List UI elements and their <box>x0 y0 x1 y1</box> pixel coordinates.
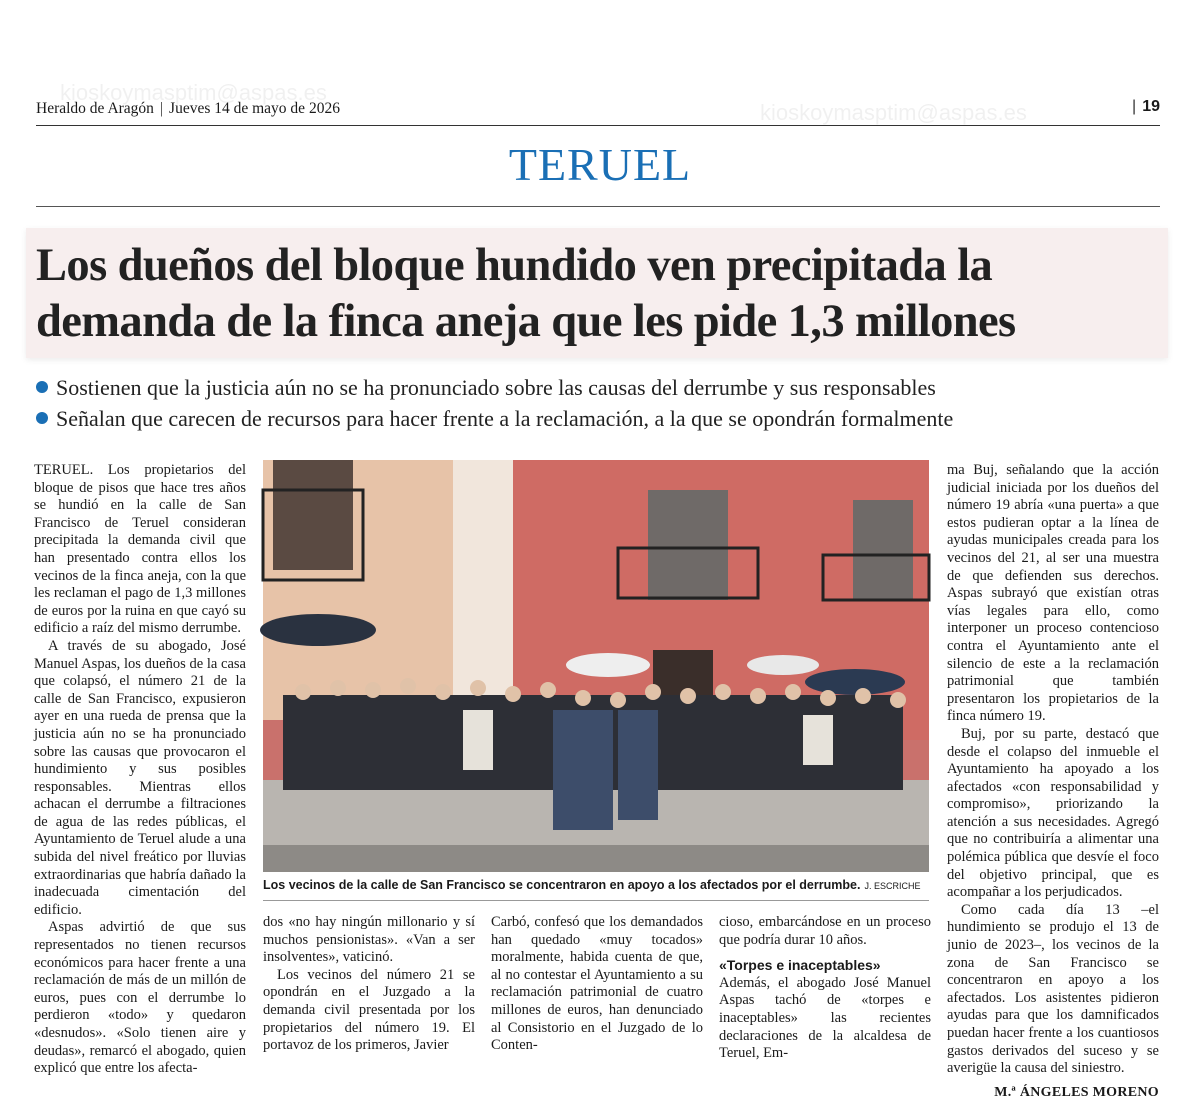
paragraph: Carbó, confesó que los demandados han quedado «muy tocados» moralmente, habida cuenta de que, al no contestar el Ayuntamiento a su reclamación patrimonial de cuatro millones de euros, han denunciado al Consistorio en el Juzgado de lo Conten- <box>491 914 703 1054</box>
article-column-4 <box>719 914 931 1063</box>
photo-caption <box>263 878 929 892</box>
caption-rule <box>263 900 929 901</box>
paragraph: TERUEL. Los propietarios del bloque de pisos que hace tres años se hundió en la calle de San Francisco de Teruel consideran precipitada la demanda civil que han presentado contra ellos los vecinos de la finca aneja, con la que les reclaman el pago de 1,3 millones de euros por la ruina en que cayó su edificio a raíz del mismo derrumbe. <box>34 462 246 637</box>
subheads <box>36 372 1166 434</box>
paragraph: ma Buj, señalando que la acción judicial iniciada por los dueños del número 19 abría «una puerta» a que estos pudieran optar a la línea de ayudas municipales creada para los vecinos del 21, al ser una muestra de que defienden sus derechos. Aspas subrayó que existían otras vías legales para ello, como interponer un proceso contencioso contra el Ayuntamiento ante el silencio de este a la reclamación patrimonial que también presentaron los propietarios de la finca número 19. <box>947 462 1159 725</box>
paragraph: dos «no hay ningún millonario y sí muchos pensionistas». «Van a ser insolventes», vaticinó. <box>263 914 475 966</box>
photo-credit: J. ESCRICHE <box>864 881 921 891</box>
section-title: TERUEL <box>508 139 692 190</box>
paragraph: Los vecinos del número 21 se opondrán en el Juzgado a la demanda civil presentada por los propietarios del número 19. El portavoz de los primeros, Javier <box>263 966 475 1054</box>
subhead-2-text: Señalan que carecen de recursos para hacer frente a la reclamación, a la que se opondrán formalmente <box>56 406 954 431</box>
watermark-right: kioskoymasptim@aspas.es <box>760 100 1027 125</box>
masthead <box>36 96 1160 126</box>
article-column-1 <box>34 462 246 1078</box>
masthead-left <box>36 100 340 118</box>
crowd-photo-illustration <box>263 460 929 872</box>
watermark-left: kioskoymasptim@aspas.es <box>60 80 327 105</box>
article-column-5 <box>947 462 1159 1101</box>
headline-line-2: demanda de la finca aneja que les pide 1,3 millones <box>36 296 1016 347</box>
subhead-1-text: Sostienen que la justicia aún no se ha pronunciado sobre las causas del derrumbe y sus responsables <box>56 375 936 400</box>
bullet-icon <box>36 381 48 393</box>
article-column-3 <box>491 914 703 1055</box>
article-photo <box>263 460 929 872</box>
paragraph: Como cada día 13 –el hundimiento se produjo el 13 de junio de 2023–, los vecinos de la zona de San Francisco se concentraron en apoyo a los afectados. Los asistentes pidieron ayudas para que los damnificados puedan hacer frente a los cuantiosos gastos derivados del suceso y se averigüe la causa del siniestro. <box>947 901 1159 1077</box>
article-headline <box>36 238 1166 350</box>
masthead-separator: | <box>159 100 164 117</box>
article-column-2 <box>263 914 475 1055</box>
subhead-1 <box>36 372 1166 403</box>
paragraph: cioso, embarcándose en un proceso que podría durar 10 años. <box>719 914 931 948</box>
page-number <box>1132 98 1160 116</box>
page-number-value: 19 <box>1142 98 1160 115</box>
bullet-icon <box>36 412 48 424</box>
byline: M.ª ÁNGELES MORENO <box>994 1084 1159 1100</box>
section-rule <box>36 206 1160 207</box>
intertitle: «Torpes e inaceptables» <box>719 957 881 974</box>
newspaper-name: Heraldo de Aragón <box>36 100 154 117</box>
headline-line-1: Los dueños del bloque hundido ven precipitada la <box>36 240 993 291</box>
paragraph: A través de su abogado, José Manuel Aspas, los dueños de la casa que colapsó, el número 21 de la calle de San Francisco, expusieron ayer en una rueda de prensa que la justicia aún no se ha pronunciado sobre las causas que provocaron el hundimiento y sus posibles responsables. Mientras ellos achacan el derrumbe a filtraciones de agua de las redes públicas, el Ayuntamiento de Teruel alude a una subida del nivel freático por lluvias extraordinarias que habría dañado la inadecuada cimentación del edificio. <box>34 637 246 918</box>
photo-caption-text: Los vecinos de la calle de San Francisco se concentraron en apoyo a los afectados por el derrumbe. <box>263 878 861 892</box>
paragraph: Aspas advirtió de que sus representados no tienen recursos económicos para hacer frente a una reclamación de más de un millón de euros, pues con el derrumbe lo perdieron «todo» y quedaron «desnudos». «Solo tienen aire y deudas», remarcó el abogado, quien explicó que entre los afecta- <box>34 919 246 1077</box>
paragraph: Buj, por su parte, destacó que desde el colapso del inmueble el Ayuntamiento ha apoyado a los afectados «con responsabilidad y compromiso», priorizando la atención a sus necesidades. Agregó que no contribuiría a alimentar una polémica pública que desvíe el foco del objetivo principal, que es acompañar a los perjudicados. <box>947 725 1159 901</box>
paragraph: Además, el abogado José Manuel Aspas tachó de «torpes e inaceptables» las recientes declaraciones de la alcaldesa de Teruel, Em- <box>719 974 931 1062</box>
page-number-separator: | <box>1132 98 1137 115</box>
issue-date: Jueves 14 de mayo de 2026 <box>169 100 340 117</box>
subhead-2 <box>36 403 1166 434</box>
